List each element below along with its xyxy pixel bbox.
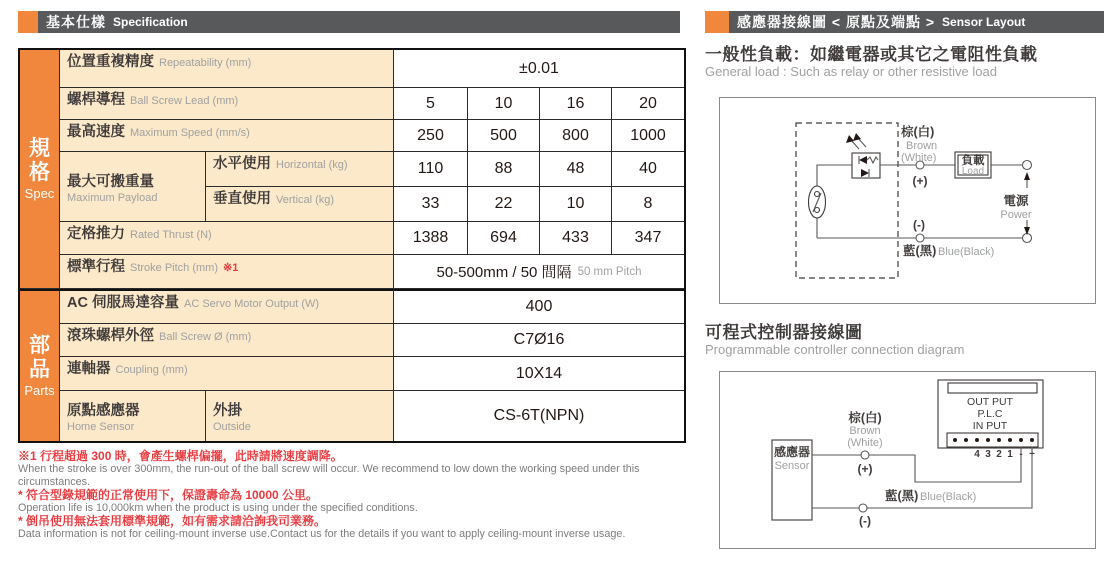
coupling-zh: 連軸器 xyxy=(67,361,111,377)
stroke-zh: 標準行程 xyxy=(67,259,125,275)
lead-value-3: 16 xyxy=(540,88,612,120)
footnote-3-zh: * 倒吊使用無法套用標準規範，如有需求請洽詢我司業務。 xyxy=(18,514,327,528)
vertical-value-2: 22 xyxy=(468,187,540,222)
vertical-en: Vertical (kg) xyxy=(276,194,335,206)
payload-en: Maximum Payload xyxy=(67,191,158,204)
lead-value-1: 5 xyxy=(394,88,468,120)
plc-name-label: P.L.C xyxy=(977,408,1003,420)
d1-plus-label: (+) xyxy=(912,174,928,188)
row-payload-horizontal-label xyxy=(206,152,394,187)
stroke-value: 50-500mm / 50 間隔 xyxy=(436,264,572,281)
plc-output-label: OUT PUT xyxy=(967,396,1013,408)
sensor-layout-title-zh: 感應器接線圖 < 原點及端點 > xyxy=(737,14,936,30)
spec-title-zh: 基本仕樣 xyxy=(46,14,106,30)
thrust-zh: 定格推力 xyxy=(67,226,125,242)
speed-value-2: 500 xyxy=(468,120,540,152)
row-payload-vertical-label xyxy=(206,187,394,222)
d1-brown-label-en1: Brown xyxy=(906,140,938,152)
orange-accent-square xyxy=(18,11,38,33)
orange-accent-square xyxy=(705,11,729,33)
thrust-value-4: 347 xyxy=(612,222,684,255)
row-lead-label xyxy=(60,88,394,120)
screw-od-value: C7Ø16 xyxy=(394,324,684,357)
speed-en: Maximum Speed (mm/s) xyxy=(130,127,250,139)
screw-od-zh: 滾珠螺桿外徑 xyxy=(67,328,154,344)
spec-section-header xyxy=(18,11,680,33)
thrust-value-1: 1388 xyxy=(394,222,468,255)
home-sensor-value: CS-6T(NPN) xyxy=(394,391,684,441)
d2-brown-label-en2: (White) xyxy=(847,437,883,449)
plc-terminal-minus: - xyxy=(1019,449,1023,460)
stroke-note-ref: ※1 xyxy=(223,262,239,274)
plc-title-en: Programmable controller connection diagram xyxy=(705,342,965,357)
row-speed-label xyxy=(60,120,394,152)
row-home-sensor-label xyxy=(60,391,206,441)
vertical-value-3: 10 xyxy=(540,187,612,222)
footnotes xyxy=(18,450,683,541)
parts-group-label-zh: 部品 xyxy=(28,333,50,381)
footnote-1-en: When the stroke is over 300mm, the run-out of the ball screw will occur. We recommend to low down the working speed under this circumstances. xyxy=(18,463,640,488)
servo-en: AC Servo Motor Output (W) xyxy=(183,298,320,310)
footnote-3-en: Data information is not for ceiling-mount inverse use.Contact us for the details if you want to apply ceiling-mount inverse usage. xyxy=(18,528,626,540)
thrust-value-2: 694 xyxy=(468,222,540,255)
horizontal-value-1: 110 xyxy=(394,152,468,187)
stroke-value-sub: 50 mm Pitch xyxy=(577,265,642,278)
parts-group-label-en: Parts xyxy=(24,383,55,399)
row-repeatability-label xyxy=(60,50,394,88)
d2-minus-label: (-) xyxy=(859,514,871,528)
row-screw-od-label xyxy=(60,324,394,357)
stroke-value-cell xyxy=(394,255,684,289)
blue-wire-terminal xyxy=(859,504,867,512)
horizontal-value-2: 88 xyxy=(468,152,540,187)
row-servo-label xyxy=(60,289,394,324)
sensor-dashed-box xyxy=(796,123,898,278)
d2-plus-label: (+) xyxy=(857,462,873,476)
repeatability-value: ±0.01 xyxy=(394,50,684,88)
row-stroke-label xyxy=(60,255,394,289)
brown-wire-terminal xyxy=(861,451,869,459)
home-sensor-mount-en: Outside xyxy=(213,421,251,433)
general-load-title-zh: 一般性負載：如繼電器或其它之電阻性負載 xyxy=(705,45,1038,64)
d2-brown-label-zh: 棕(白) xyxy=(848,411,882,425)
plc-terminal-2: 2 xyxy=(996,449,1002,460)
sensor-layout-section-header xyxy=(705,11,1104,33)
sensor-layout-title-bar xyxy=(729,11,1104,33)
plc-terminal-plus: + xyxy=(1029,449,1035,460)
row-home-sensor-mount-label xyxy=(206,391,394,441)
speed-value-1: 250 xyxy=(394,120,468,152)
stroke-en: Stroke Pitch (mm) xyxy=(130,262,219,274)
d1-brown-label-zh: 棕(白) xyxy=(901,125,935,139)
spec-group-label-en: Spec xyxy=(24,186,55,202)
power-plus-terminal xyxy=(1023,161,1032,170)
spec-title-en: Specification xyxy=(113,15,188,29)
reed-switch-icon xyxy=(809,186,826,218)
plc-terminal-strip xyxy=(947,433,1038,447)
lead-value-4: 20 xyxy=(612,88,684,120)
general-load-wiring-svg xyxy=(720,98,1095,303)
plc-title-zh: 可程式控制器接線圖 xyxy=(705,323,863,342)
d1-load-label-zh: 負載 xyxy=(961,155,985,167)
horizontal-zh: 水平使用 xyxy=(213,156,271,172)
plc-terminal-1: 1 xyxy=(1007,449,1013,460)
d1-brown-label-en2: (White) xyxy=(901,152,937,164)
plc-connection-svg xyxy=(720,372,1095,548)
screw-od-en: Ball Screw Ø (mm) xyxy=(159,331,252,343)
d1-power-label-en: Power xyxy=(1000,209,1032,221)
plc-terminal-4: 4 xyxy=(974,449,980,460)
sensor-internal-circuit xyxy=(809,133,881,238)
parts-group-band xyxy=(20,289,60,441)
coupling-en: Coupling (mm) xyxy=(115,364,188,376)
spec-section-title-bar xyxy=(38,11,680,33)
row-thrust-label xyxy=(60,222,394,255)
d1-blue-label-zh: 藍(黑) xyxy=(903,244,937,258)
d1-load-label-en: Load xyxy=(961,166,985,177)
specification-table xyxy=(18,48,686,443)
home-sensor-mount-zh: 外掛 xyxy=(213,403,242,419)
row-coupling-label xyxy=(60,357,394,391)
lead-en: Ball Screw Lead (mm) xyxy=(130,95,239,107)
vertical-value-1: 33 xyxy=(394,187,468,222)
row-payload-label xyxy=(60,152,206,222)
plc-input-label: IN PUT xyxy=(972,420,1008,432)
d2-sensor-label-en: Sensor xyxy=(774,460,810,472)
blue-wire-terminal xyxy=(916,234,924,242)
servo-zh: AC 伺服馬達容量 xyxy=(67,295,179,311)
general-load-wiring-diagram xyxy=(719,97,1096,304)
repeatability-en: Repeatability (mm) xyxy=(159,57,252,69)
footnote-2-en: Operation life is 10,000km when the product is using under the specified conditions. xyxy=(18,502,418,514)
d1-blue-label-en: Blue(Black) xyxy=(938,246,995,258)
vertical-zh: 垂直使用 xyxy=(213,191,271,207)
general-load-title-en: General load : Such as relay or other resistive load xyxy=(705,64,997,79)
horizontal-value-3: 48 xyxy=(540,152,612,187)
horizontal-value-4: 40 xyxy=(612,152,684,187)
speed-value-4: 1000 xyxy=(612,120,684,152)
spec-group-label-zh: 規格 xyxy=(28,136,50,184)
servo-value: 400 xyxy=(394,289,684,324)
lead-zh: 螺桿導程 xyxy=(67,92,125,108)
speed-value-3: 800 xyxy=(540,120,612,152)
horizontal-en: Horizontal (kg) xyxy=(276,159,348,171)
home-sensor-en: Home Sensor xyxy=(67,421,135,433)
sensor-layout-title-en: Sensor Layout xyxy=(942,15,1026,29)
led-indicator-icon xyxy=(846,133,878,164)
coupling-value: 10X14 xyxy=(394,357,684,391)
diode-icon xyxy=(861,169,869,177)
plc-connection-diagram xyxy=(719,371,1096,549)
speed-zh: 最高速度 xyxy=(67,124,125,140)
repeatability-zh: 位置重複精度 xyxy=(67,54,154,70)
d2-brown-label-en1: Brown xyxy=(849,425,881,437)
footnote-2-zh: * 符合型錄規範的正常使用下，保證壽命為 10000 公里。 xyxy=(18,488,319,502)
d1-minus-label: (-) xyxy=(913,218,925,232)
payload-zh: 最大可搬重量 xyxy=(67,173,154,190)
d2-sensor-label-zh: 感應器 xyxy=(773,445,811,459)
footnote-1-zh: ※1 行程超過 300 時，會產生螺桿偏擺，此時請將速度調降。 xyxy=(18,449,343,463)
vertical-value-4: 8 xyxy=(612,187,684,222)
d1-power-label-zh: 電源 xyxy=(1003,194,1029,208)
d2-blue-label-en: Blue(Black) xyxy=(920,491,977,503)
thrust-en: Rated Thrust (N) xyxy=(130,229,212,241)
spec-group-band xyxy=(20,50,60,289)
thrust-value-3: 433 xyxy=(540,222,612,255)
d2-blue-label-zh: 藍(黑) xyxy=(885,489,919,503)
plc-terminal-3: 3 xyxy=(985,449,991,460)
lead-value-2: 10 xyxy=(468,88,540,120)
home-sensor-zh: 原點感應器 xyxy=(67,403,140,419)
